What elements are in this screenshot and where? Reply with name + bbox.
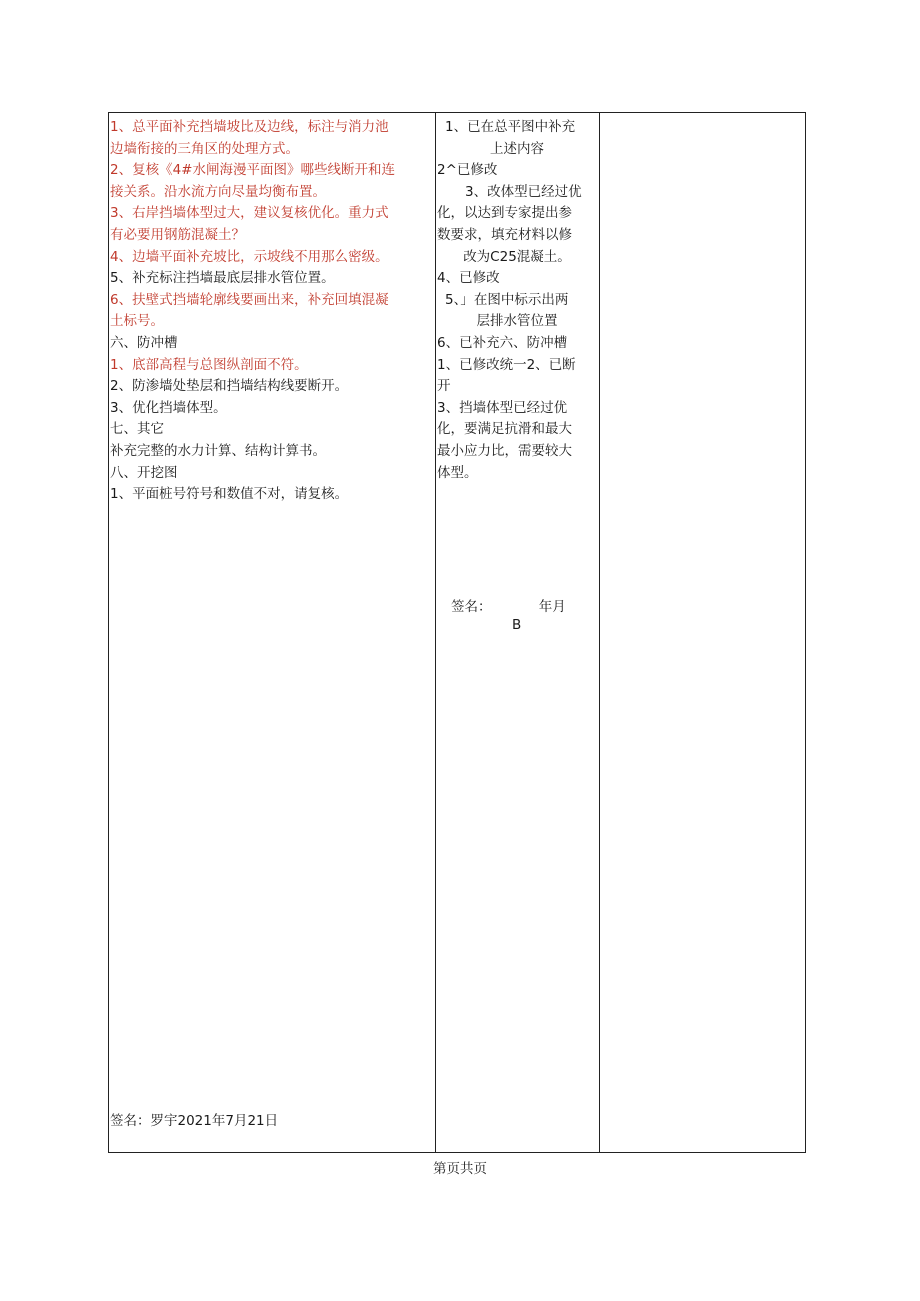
response-line: 体型。 <box>437 464 478 481</box>
review-comment-line: 3、右岸挡墙体型过大，建议复核优化。重力式 <box>110 205 389 222</box>
response-line: 开 <box>437 378 451 395</box>
review-comment-line: 六、防冲槽 <box>110 334 178 351</box>
review-comment-line: 4、边墙平面补充坡比，示坡线不用那么密级。 <box>110 248 389 265</box>
review-comment-line: 6、扶壁式挡墙轮廓线要画出来，补充回填混凝 <box>110 291 389 308</box>
response-line: 3、改体型已经过优 <box>465 183 582 200</box>
response-line: 1、已修改统一2、已断 <box>437 356 576 373</box>
response-line: 数要求，填充材料以修 <box>437 226 572 243</box>
review-comment-line: 1、总平面补充挡墙坡比及边线，标注与消力池 <box>110 119 389 135</box>
review-comment-line: 2、复核《4#水闸海漫平面图》哪些线断开和连 <box>110 162 395 179</box>
response-line: 5、」在图中标示出两 <box>445 291 569 308</box>
review-comment-line: 边墙衔接的三角区的处理方式。 <box>110 140 299 157</box>
response-line: 化，要满足抗滑和最大 <box>437 421 572 438</box>
response-line: 2^已修改 <box>437 162 498 179</box>
review-comment-line: 3、优化挡墙体型。 <box>110 399 227 416</box>
responder-signature-extra: B <box>512 617 522 633</box>
review-comment-line: 七、其它 <box>110 421 164 438</box>
review-comment-line: 2、防渗墙处垫层和挡墙结构线要断开。 <box>110 378 349 395</box>
response-line: 改为C25混凝土。 <box>463 248 571 265</box>
response-line: 最小应力比，需要较大 <box>437 442 572 459</box>
response-line: 化，以达到专家提出参 <box>437 205 572 222</box>
responder-signature: 签名： 年月 <box>451 599 566 615</box>
review-comment-line: 5、补充标注挡墙最底层排水管位置。 <box>110 270 335 287</box>
page-footer: 第页共页 <box>433 1161 487 1177</box>
review-comment-line: 补充完整的水力计算、结构计算书。 <box>110 442 326 459</box>
review-comment-line: 1、平面桩号符号和数值不对，请复核。 <box>110 486 349 503</box>
column-divider-2 <box>599 113 600 1152</box>
review-comment-line: 接关系。沿水流方向尽量均衡布置。 <box>110 183 326 200</box>
response-line: 6、已补充六、防冲槽 <box>437 334 568 351</box>
review-comments-column <box>110 117 430 506</box>
response-line: 1、已在总平图中补充 <box>445 119 576 135</box>
response-column <box>437 117 597 484</box>
response-line: 上述内容 <box>490 140 544 157</box>
review-comment-line: 1、底部高程与总图纵剖面不符。 <box>110 356 308 373</box>
response-line: 4、已修改 <box>437 270 500 287</box>
response-line: 层排水管位置 <box>476 313 558 330</box>
reviewer-signature: 签名：罗宇2021年7月21日 <box>110 1113 279 1129</box>
response-line: 3、挡墙体型已经过优 <box>437 399 568 416</box>
review-comment-line: 土标号。 <box>110 313 164 330</box>
review-comment-line: 有必要用钢筋混凝土？ <box>110 226 245 243</box>
column-divider-1 <box>435 113 436 1152</box>
review-comment-line: 八、开挖图 <box>110 464 178 481</box>
review-table <box>108 112 806 1153</box>
